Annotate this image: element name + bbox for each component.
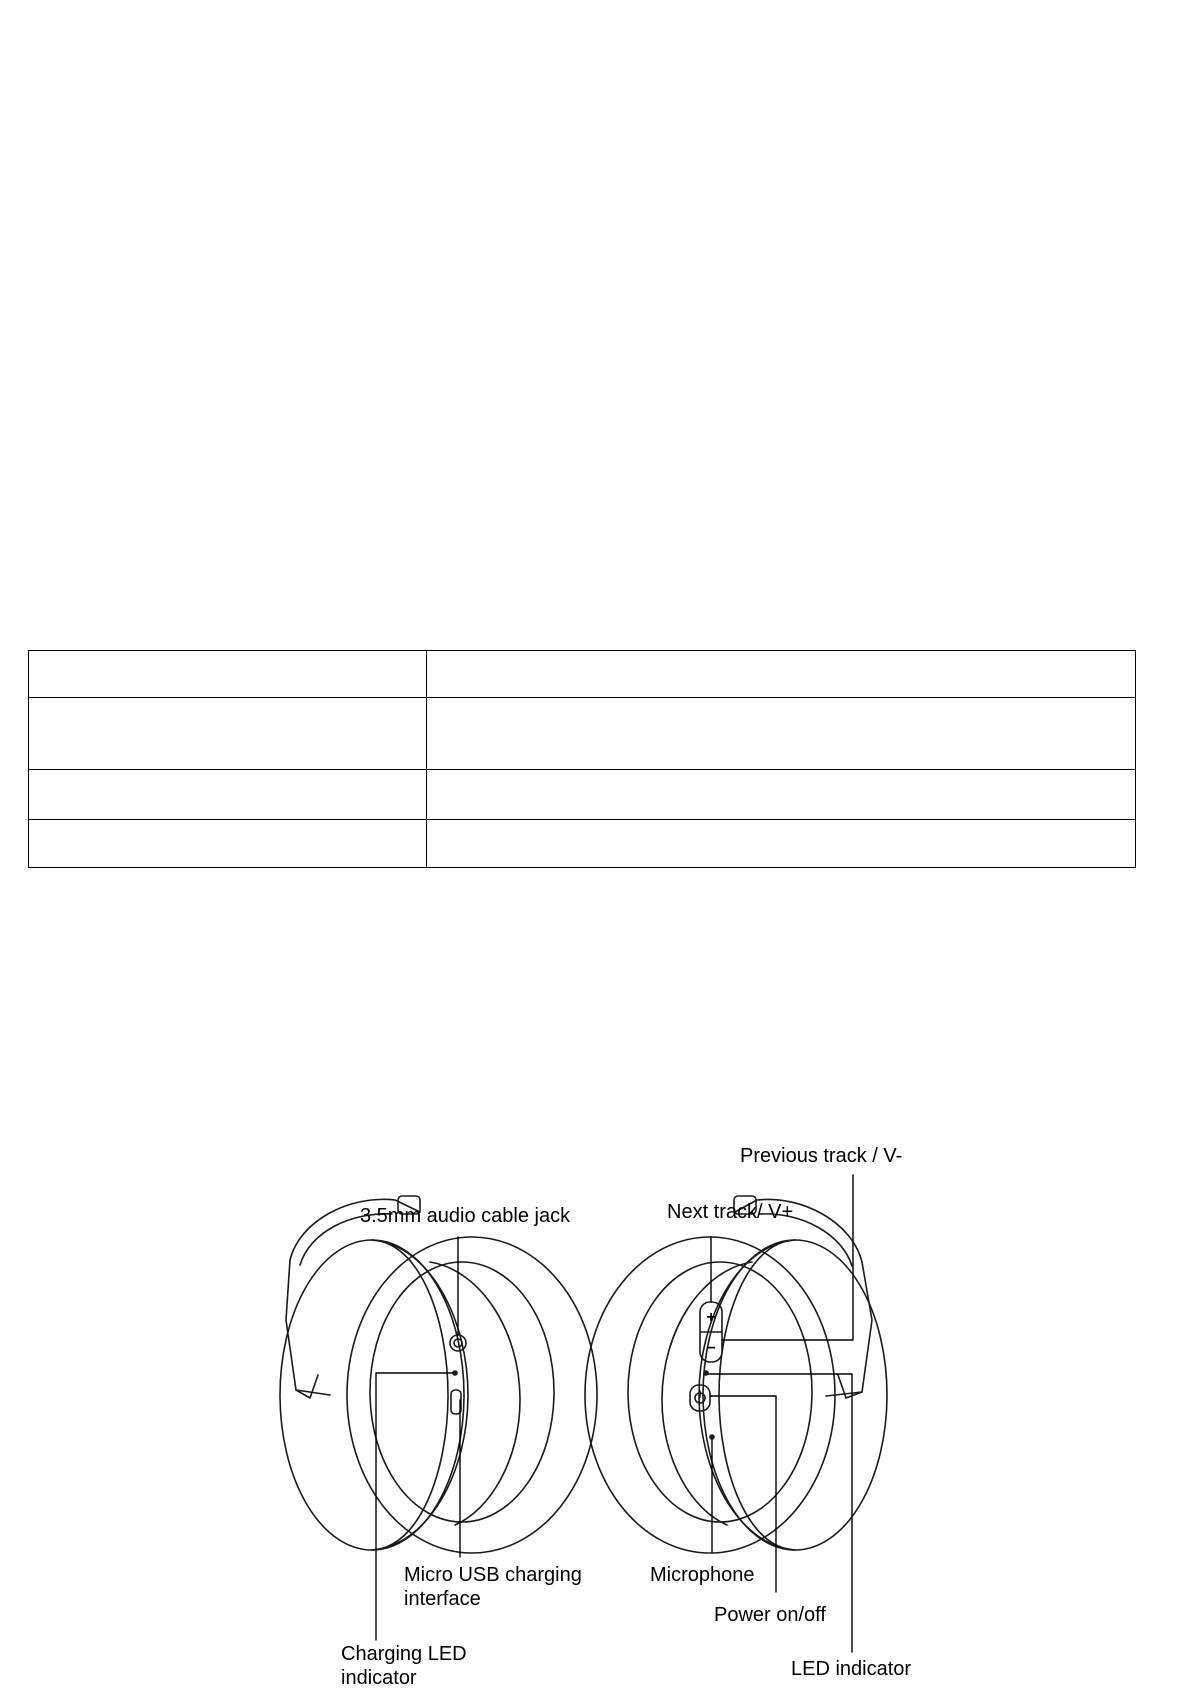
table-row [29, 698, 1136, 770]
label-micro-usb-line1: Micro USB charging [404, 1564, 582, 1586]
right-housing-face [703, 1240, 887, 1550]
label-led-indicator: LED indicator [791, 1658, 912, 1680]
table-cell [29, 651, 427, 698]
label-charging-led [341, 1642, 467, 1690]
table-row [29, 770, 1136, 820]
table-cell [427, 770, 1136, 820]
label-charging-led-line1: Charging LED [341, 1643, 467, 1665]
label-micro-usb [404, 1563, 582, 1611]
spec-table [28, 650, 1136, 868]
volume-minus-icon: − [706, 1340, 716, 1357]
label-power: Power on/off [714, 1604, 826, 1626]
led-indicator [704, 1371, 708, 1375]
left-housing-face [280, 1240, 464, 1550]
left-cushion-fold [430, 1262, 520, 1525]
label-previous-track: Previous track / V- [740, 1145, 903, 1167]
left-housing-rim [372, 1240, 468, 1550]
left-housing-rim-inner [372, 1240, 448, 1550]
headphone-illustration [0, 1120, 1191, 1684]
label-next-track: Next track/ V+ [667, 1201, 794, 1223]
table-cell [29, 698, 427, 770]
left-cushion-inner [370, 1262, 554, 1522]
right-housing-rim [699, 1240, 795, 1550]
volume-plus-icon: + [706, 1309, 716, 1326]
right-housing-rim-inner [719, 1240, 795, 1550]
label-charging-led-line2: indicator [341, 1667, 417, 1689]
left-earcup [280, 1196, 597, 1553]
label-audio-jack: 3.5mm audio cable jack [360, 1205, 571, 1227]
left-cushion-outer [347, 1237, 597, 1553]
table-cell [427, 820, 1136, 868]
table-cell [427, 651, 1136, 698]
label-microphone: Microphone [650, 1564, 755, 1586]
right-cushion-fold [662, 1262, 752, 1525]
table-cell [29, 820, 427, 868]
headphone-diagram [0, 1120, 1191, 1689]
table-cell [427, 698, 1136, 770]
label-micro-usb-line2: interface [404, 1588, 481, 1610]
table-row [29, 651, 1136, 698]
table-row [29, 820, 1136, 868]
table-cell [29, 770, 427, 820]
left-band-side [286, 1260, 318, 1398]
right-band-side [838, 1262, 872, 1398]
